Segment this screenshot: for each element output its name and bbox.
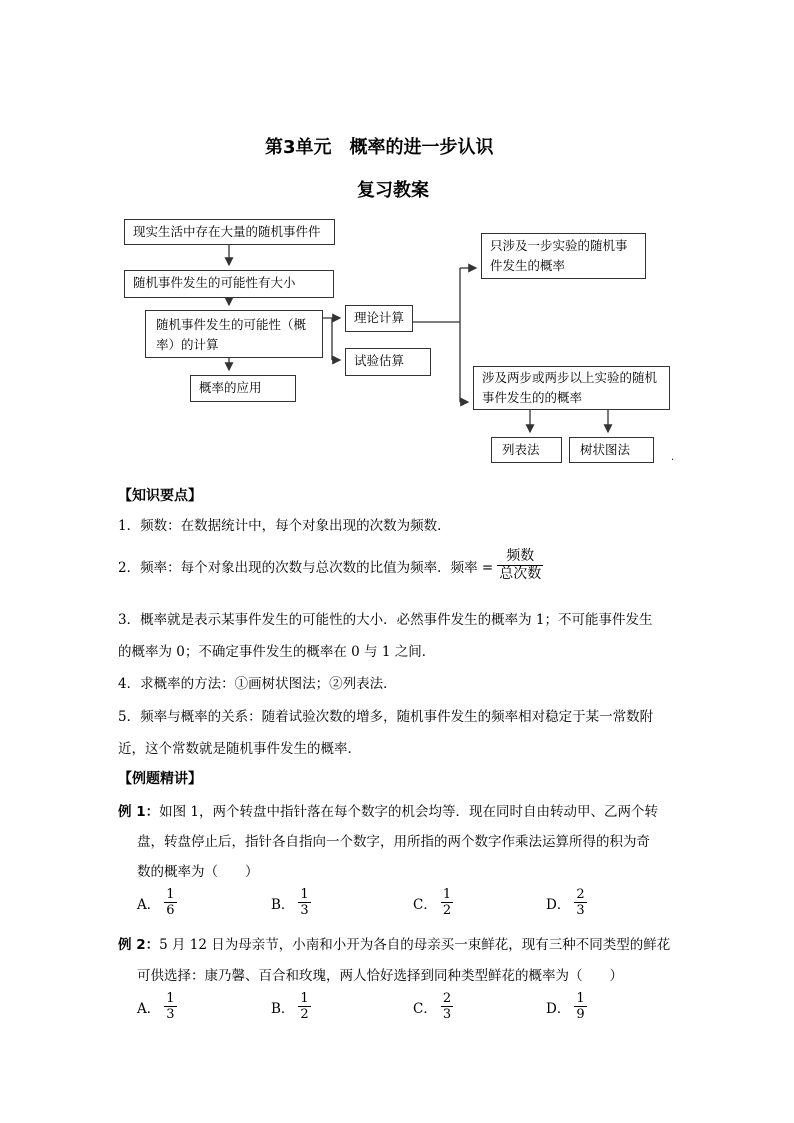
box-theoretical-calc: 理论计算	[345, 305, 413, 332]
box-random-events-exist: 现实生活中存在大量的随机事件件	[124, 219, 335, 245]
box-probability-calculation: 随机事件发生的可能性（概率）的计算	[145, 310, 323, 358]
frequency-denominator: 总次数	[499, 566, 542, 582]
example-1-option-a[interactable]: A． $\frac{1}{6}$	[137, 887, 175, 918]
example-1-option-b[interactable]: B． $\frac{1}{3}$	[271, 887, 309, 918]
frequency-formula	[497, 548, 543, 583]
knowledge-item-4: 4．求概率的方法：①画树状图法；②列表法．	[118, 676, 397, 692]
knowledge-item-3b: 的概率为 0；不确定事件发生的概率在 0 与 1 之间．	[118, 644, 436, 660]
box-experimental-estimate: 试验估算	[345, 348, 431, 376]
example-1-line-1: 例 1：如图 1，两个转盘中指针落在每个数字的机会均等．现在同时自由转动甲、乙两个转	[118, 804, 658, 820]
diagram-connectors	[0, 0, 794, 470]
example-2-label: 例 2：	[118, 937, 160, 953]
frequency-numerator: 频数	[506, 548, 535, 564]
page-title: 第3单元 概率的进一步认识	[265, 137, 494, 158]
example-1-option-d[interactable]: D． $\frac{2}{3}$	[546, 887, 585, 918]
example-2-option-a[interactable]: A． $\frac{1}{3}$	[137, 991, 175, 1022]
box-one-step-event: 只涉及一步实验的随机事件发生的概率	[481, 233, 646, 279]
knowledge-heading: 【知识要点】	[118, 488, 202, 504]
knowledge-item-2-text: 2．频率：每个对象出现的次数与总次数的比值为频率．频率 =	[118, 559, 494, 576]
page-subtitle: 复习教案	[357, 180, 429, 201]
example-1-option-c[interactable]: C． $\frac{1}{2}$	[413, 887, 452, 918]
knowledge-item-1: 1．频数：在数据统计中，每个对象出现的次数为频数．	[118, 518, 451, 534]
knowledge-item-5b: 近，这个常数就是随机事件发生的概率．	[118, 741, 361, 757]
example-1-label: 例 1：	[118, 804, 160, 820]
box-table-method: 列表法	[491, 437, 562, 463]
knowledge-item-5a: 5．频率与概率的关系：随着试验次数的增多，随机事件发生的频率相对稳定于某一常数附	[118, 709, 654, 725]
box-likelihood-varies: 随机事件发生的可能性有大小	[124, 270, 334, 298]
example-2-line-2: 可供选择：康乃馨、百合和玫瑰，两人恰好选择到同种类型鲜花的概率为（ ）	[137, 968, 623, 984]
knowledge-item-3a: 3．概率就是表示某事件发生的可能性的大小．必然事件发生的概率为 1；不可能事件发生	[118, 612, 653, 628]
example-2-option-d[interactable]: D． $\frac{1}{9}$	[546, 991, 585, 1022]
example-2-line-1: 例 2：5 月 12 日为母亲节，小南和小开为各自的母亲买一束鲜花，现有三种不同类型的鲜花	[118, 937, 671, 953]
box-tree-diagram-method: 树状图法	[569, 437, 654, 463]
example-2-option-b[interactable]: B． $\frac{1}{2}$	[271, 991, 309, 1022]
example-2-option-c[interactable]: C． $\frac{2}{3}$	[413, 991, 452, 1022]
box-multi-step-event: 涉及两步或两步以上实验的随机事件发生的的概率	[473, 366, 670, 410]
example-1-line-3: 数的概率为（ ）	[137, 864, 259, 880]
examples-heading: 【例题精讲】	[118, 771, 202, 787]
knowledge-item-2	[118, 548, 543, 583]
diagram-dot: .	[671, 452, 675, 463]
box-probability-application: 概率的应用	[190, 375, 296, 402]
example-1-line-2: 盘，转盘停止后，指针各自指向一个数字，用所指的两个数字作乘法运算所得的积为奇	[137, 834, 650, 850]
